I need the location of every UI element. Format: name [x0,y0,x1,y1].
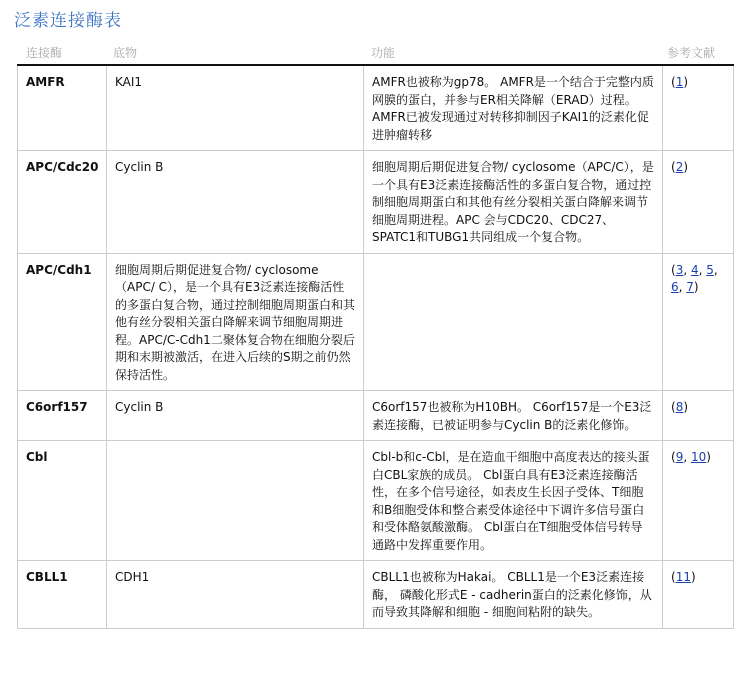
function-cell: CBLL1也被称为Hakai。 CBLL1是一个E3泛素连接酶， 磷酸化形式E - cadherin蛋白的泛素化修饰，从而导致其降解和细胞 - 细胞间粘附的缺失。 [364,561,663,629]
function-cell [364,253,663,391]
references-cell: (9, 10) [663,441,734,561]
table-row [18,561,734,629]
reference-link[interactable]: 4 [690,262,699,277]
references-cell: (8) [663,391,734,441]
substrate-cell: 细胞周期后期促进复合物/ cyclosome（APC/ C），是一个具有E3泛素连接酶活性的多蛋白复合物，通过控制细胞周期蛋白和其他有丝分裂相关蛋白降解来调节细胞周期进程。APC/C-Cdh1二聚体复合物在细胞分裂后期和末期被激活，在进入后续的S期之前仍然保持活性。 [107,253,364,391]
reference-link[interactable]: 7 [686,280,694,294]
header-enzyme: 连接酶 [26,46,63,60]
header-function: 功能 [371,46,396,60]
enzyme-cell: C6orf157 [18,391,107,441]
enzyme-cell: APC/Cdh1 [18,253,107,391]
table-row [18,441,734,561]
function-cell: 细胞周期后期促进复合物/ cyclosome（APC/C），是一个具有E3泛素连接酶活性的多蛋白复合物，通过控制细胞周期蛋白和其他有丝分裂相关蛋白降解来调节细胞周期进程。APC 会与CDC20、CDC27、SPATC1和TUBG1共同组成一个复合物。 [364,151,663,254]
substrate-cell [107,441,364,561]
table-row [18,65,734,151]
function-cell: AMFR也被称为gp78。 AMFR是一个结合于完整内质网膜的蛋白，并参与ER相关降解（ERAD）过程。 AMFR已被发现通过对转移抑制因子KAI1的泛素化促进肿瘤转移 [364,65,663,151]
enzyme-cell: CBLL1 [18,561,107,629]
header-substrate: 底物 [113,46,138,60]
substrate-cell: Cyclin B [107,151,364,254]
reference-link[interactable]: 11 [675,570,691,584]
references-cell: (3, 4, 5, 6, 7) [663,253,734,391]
reference-link[interactable]: 9 [675,450,684,464]
table-row [18,391,734,441]
ligase-table [17,64,734,629]
page-title: 泛素连接酶表 [14,11,122,31]
table-row [18,253,734,391]
enzyme-cell: APC/Cdc20 [18,151,107,254]
header-references: 参考文献 [667,46,716,60]
substrate-cell: CDH1 [107,561,364,629]
enzyme-cell: AMFR [18,65,107,151]
references-cell: (1) [663,65,734,151]
references-cell: (11) [663,561,734,629]
substrate-cell: KAI1 [107,65,364,151]
reference-link[interactable]: 8 [675,400,684,414]
enzyme-cell: Cbl [18,441,107,561]
function-cell: C6orf157也被称为H10BH。 C6orf157是一个E3泛素连接酶，已被证明参与Cyclin B的泛素化修饰。 [364,391,663,441]
reference-link[interactable]: 10 [690,450,707,464]
reference-link[interactable]: 3 [675,262,684,277]
reference-link[interactable]: 6 [671,280,679,294]
reference-link[interactable]: 5 [706,262,714,277]
function-cell: Cbl-b和c-Cbl，是在造血干细胞中高度表达的接头蛋白CBL家族的成员。 Cbl蛋白具有E3泛素连接酶活性，在多个信号途径，如表皮生长因子受体、T细胞和B细胞受体和整合素受体途径中下调许多信号蛋白和受体酪氨酸激酶。 Cbl蛋白在T细胞受体信号转导通路中发挥重要作用。 [364,441,663,561]
substrate-cell: Cyclin B [107,391,364,441]
table-row [18,151,734,254]
reference-link[interactable]: 1 [675,75,684,89]
references-cell: (2) [663,151,734,254]
reference-link[interactable]: 2 [675,160,684,174]
